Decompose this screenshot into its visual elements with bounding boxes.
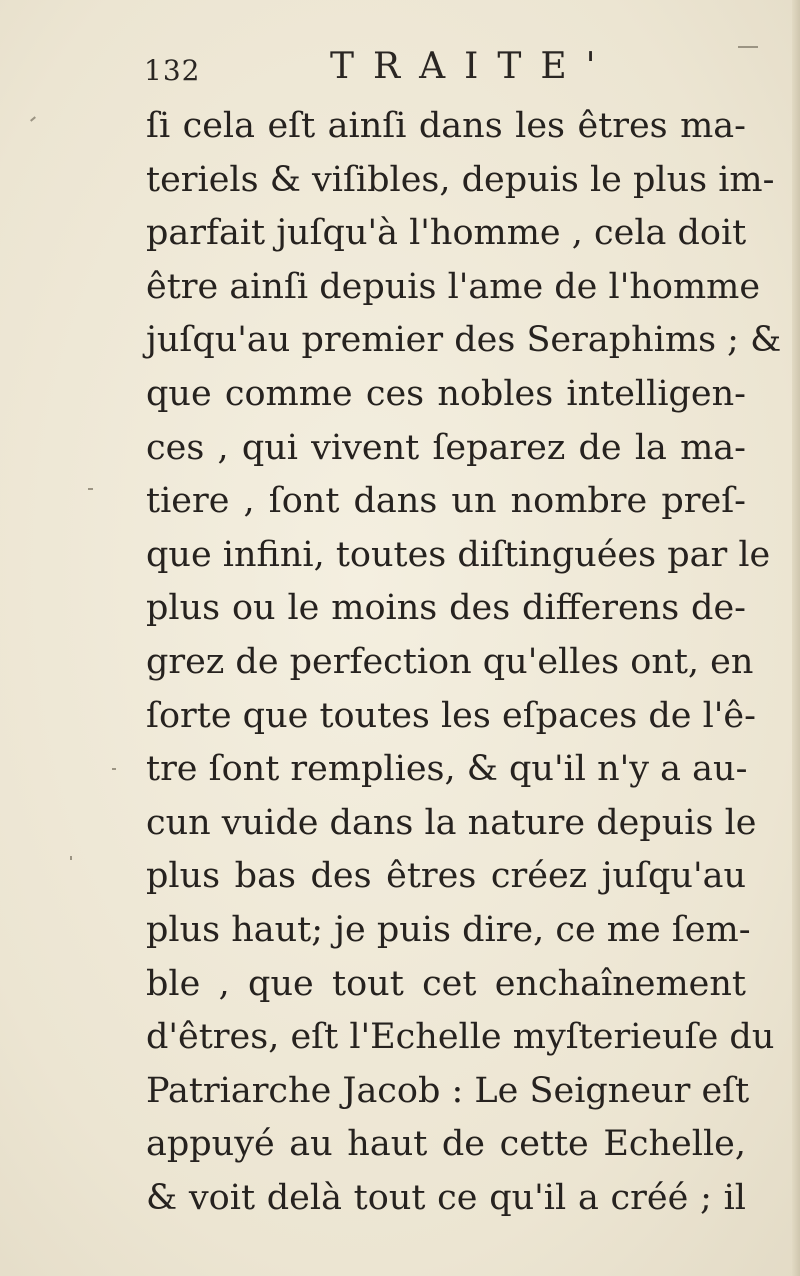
- text-line: plus bas des êtres créez juſqu'au: [146, 856, 746, 897]
- text-line: & voit delà tout ce qu'il a créé ; il: [146, 1177, 746, 1218]
- text-line: ſi cela eſt ainſi dans les êtres ma-: [146, 106, 746, 146]
- paper-speck: [738, 46, 758, 48]
- text-line: Patriarche Jacob : Le Seigneur eſt: [146, 1070, 750, 1111]
- paper-speck: [112, 768, 116, 770]
- text-line: cun vuide dans la nature depuis le: [146, 802, 757, 843]
- text-line: tiere , ſont dans un nombre preſ-: [146, 481, 746, 522]
- page-number: 132: [144, 54, 201, 87]
- text-line: que comme ces nobles intelligen-: [146, 373, 746, 414]
- text-line: plus haut; je puis dire, ce me ſem-: [146, 909, 751, 950]
- text-line: d'êtres, eſt l'Echelle myſterieuſe du: [146, 1017, 775, 1058]
- text-line: parfait juſqu'à l'homme , cela doit: [146, 213, 747, 254]
- text-line: ble , que tout cet enchaînement: [146, 963, 746, 1004]
- text-line: être ainſi depuis l'ame de l'homme: [146, 266, 761, 307]
- text-line: tre ſont remplies, & qu'il n'y a au-: [146, 749, 748, 790]
- text-line: que infini, toutes diſtinguées par le: [146, 534, 771, 575]
- page-edge: [792, 0, 800, 1276]
- text-line: juſqu'au premier des Seraphims ; &: [146, 320, 782, 361]
- paper-speck: [70, 856, 72, 860]
- text-line: teriels & viſibles, depuis le plus im-: [146, 159, 775, 200]
- body-text: [146, 100, 782, 1225]
- paper-speck: [30, 116, 36, 121]
- text-line: appuyé au haut de cette Echelle,: [146, 1124, 746, 1165]
- text-line: ſorte que toutes les eſpaces de l'ê-: [146, 695, 756, 736]
- text-line: plus ou le moins des differens de-: [146, 588, 746, 629]
- text-line: grez de perfection qu'elles ont, en: [146, 641, 754, 682]
- paper-speck: [88, 488, 93, 490]
- running-title: TRAITE': [330, 46, 615, 87]
- text-line: ces , qui vivent ſeparez de la ma-: [146, 427, 746, 468]
- page-header: [140, 44, 760, 100]
